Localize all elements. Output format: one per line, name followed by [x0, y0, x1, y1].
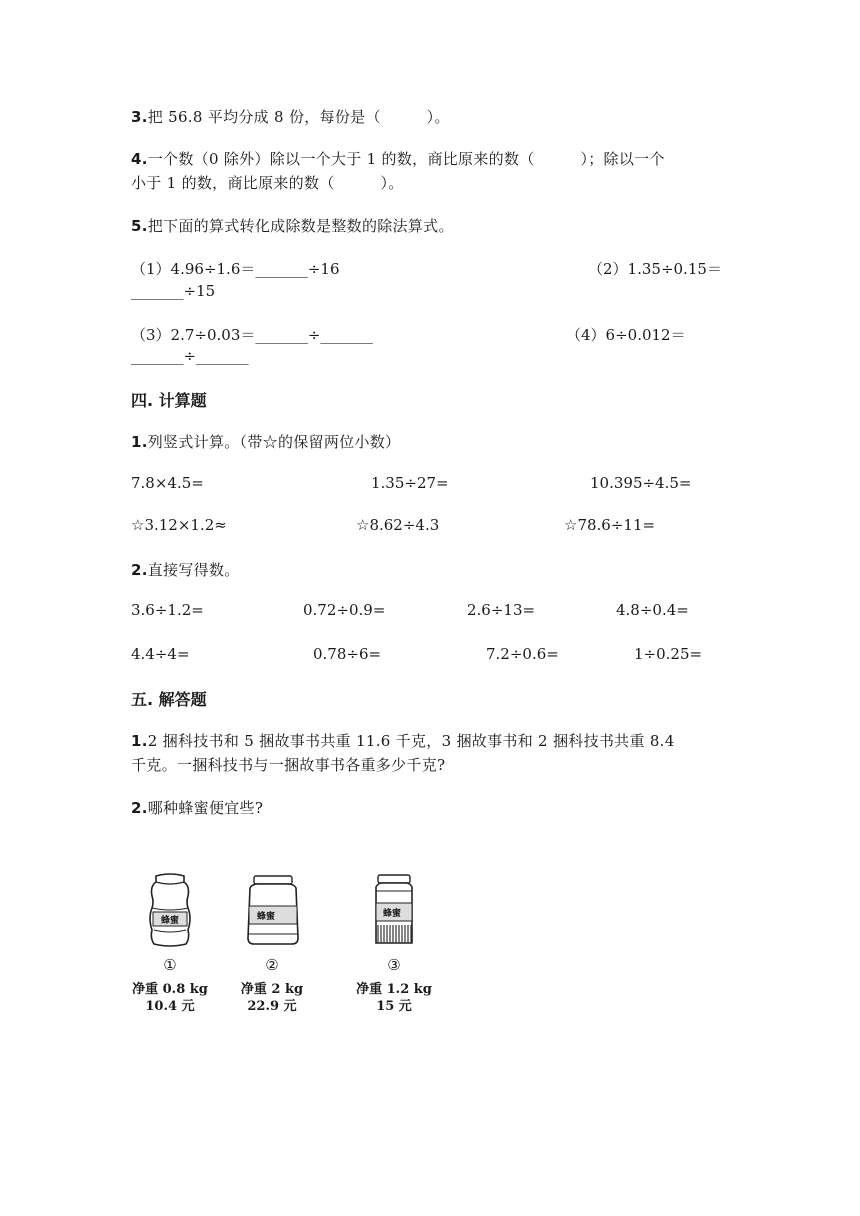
question-number: 3. — [131, 108, 148, 126]
s5-question-1-line2: 千克。一捆科技书与一捆故事书各重多少千克? — [131, 756, 446, 774]
question-number: 4. — [131, 150, 148, 168]
jar-price: 15 元 — [376, 999, 412, 1014]
question-4-line2: 小于 1 的数，商比原来的数（ ）。 — [131, 174, 404, 192]
calc-item: ☆3.12×1.2≈ — [131, 516, 227, 534]
honey-jar-3 — [372, 873, 416, 947]
section-4-title: 四. 计算题 — [131, 391, 207, 410]
q5-item-1: （1）4.96÷1.6＝_______÷16 — [131, 260, 340, 278]
mental-calc-item: 0.72÷0.9= — [303, 601, 386, 619]
mental-calc-item: 1÷0.25= — [634, 645, 703, 663]
question-text: 直接写得数。 — [147, 561, 240, 579]
calc-item: 1.35÷27= — [371, 474, 449, 492]
question-number: 1. — [131, 433, 148, 451]
jar-price: 10.4 元 — [145, 999, 195, 1014]
jar-number: ① — [163, 956, 177, 974]
honey-jar-1 — [144, 872, 196, 948]
q5-item-4: （4）6÷0.012＝ — [566, 326, 686, 344]
s5-question-2 — [131, 797, 263, 818]
jar-price: 22.9 元 — [247, 999, 297, 1014]
mental-calc-item: 2.6÷13= — [467, 601, 536, 619]
question-text: 列竖式计算。（带☆的保留两位小数） — [147, 433, 401, 451]
q5-item-2-cont: _______÷15 — [131, 282, 216, 300]
jar-weight: 净重 1.2 kg — [356, 982, 432, 997]
question-4 — [131, 148, 665, 169]
question-text: 哪种蜂蜜便宜些? — [147, 799, 264, 817]
jar-number: ② — [265, 956, 279, 974]
jar-label: 蜂蜜 — [160, 916, 180, 926]
s5-question-1 — [131, 730, 675, 751]
question-3 — [131, 106, 450, 127]
q5-item-3: （3）2.7÷0.03＝_______÷_______ — [131, 326, 373, 344]
jar-label: 蜂蜜 — [382, 909, 402, 919]
jar-weight: 净重 0.8 kg — [132, 982, 208, 997]
question-number: 1. — [131, 732, 148, 750]
calc-item: 7.8×4.5= — [131, 474, 204, 492]
q5-item-4-cont: _______÷_______ — [131, 347, 249, 365]
q5-item-2: （2）1.35÷0.15＝ — [588, 260, 722, 278]
calc-item: ☆8.62÷4.3 — [356, 516, 440, 534]
jar-weight: 净重 2 kg — [240, 982, 304, 997]
question-number: 5. — [131, 217, 148, 235]
question-number: 2. — [131, 799, 148, 817]
question-text-line1: 2 捆科技书和 5 捆故事书共重 11.6 千克，3 捆故事书和 2 捆科技书共重 8.4 — [147, 732, 675, 750]
section-5-title: 五. 解答题 — [131, 690, 207, 709]
mental-calc-item: 4.4÷4= — [131, 645, 190, 663]
mental-calc-item: 3.6÷1.2= — [131, 601, 204, 619]
s4-question-1 — [131, 431, 400, 452]
question-5 — [131, 215, 454, 236]
s4-question-2 — [131, 559, 240, 580]
jar-number: ③ — [387, 956, 401, 974]
question-text: 把 56.8 平均分成 8 份，每份是（ ）。 — [147, 108, 450, 126]
mental-calc-item: 7.2÷0.6= — [486, 645, 559, 663]
calc-item: ☆78.6÷11= — [564, 516, 656, 534]
question-text-line1: 一个数（0 除外）除以一个大于 1 的数，商比原来的数（ ）；除以一个 — [147, 150, 665, 168]
calc-item: 10.395÷4.5= — [590, 474, 692, 492]
honey-jar-2 — [244, 874, 302, 946]
jar-label: 蜂蜜 — [256, 912, 276, 922]
mental-calc-item: 4.8÷0.4= — [616, 601, 689, 619]
question-text: 把下面的算式转化成除数是整数的除法算式。 — [147, 217, 454, 235]
question-number: 2. — [131, 561, 148, 579]
mental-calc-item: 0.78÷6= — [313, 645, 382, 663]
